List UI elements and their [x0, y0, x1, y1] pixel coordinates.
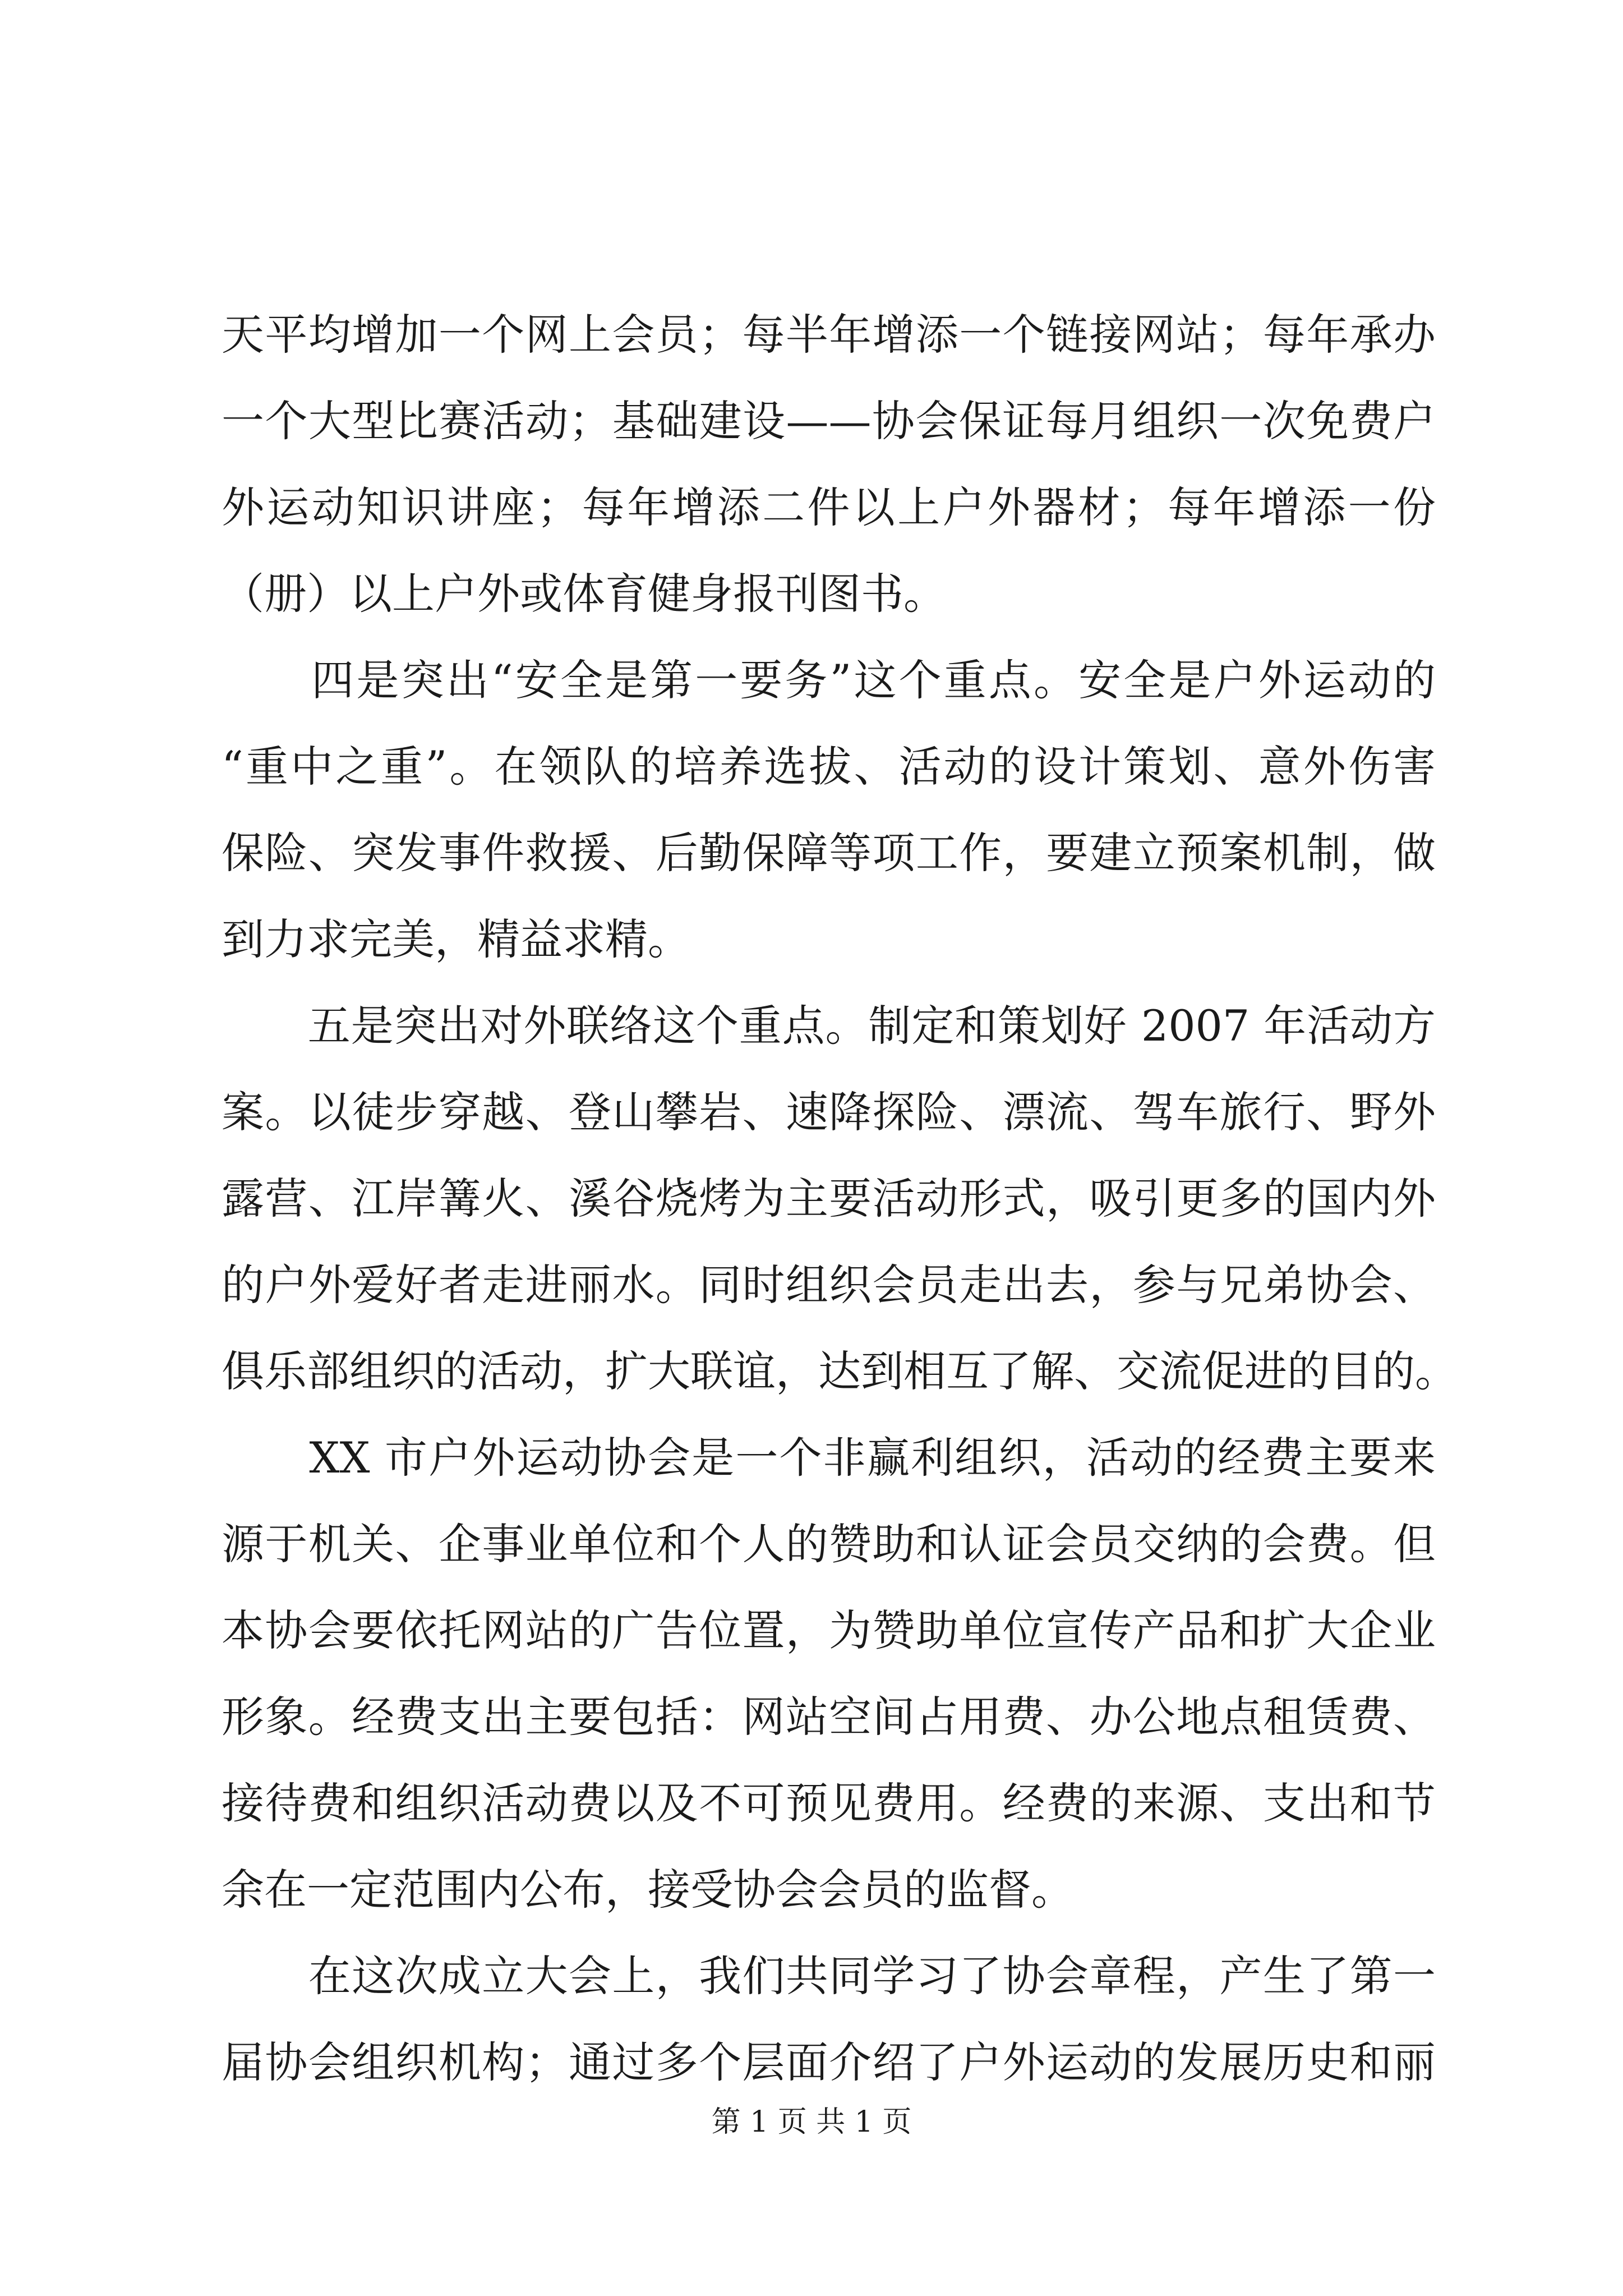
text-line: 源于机关、企事业单位和个人的赞助和认证会员交纳的会费。但 [222, 1519, 1436, 1569]
text-line: 露营、江岸篝火、溪谷烧烤为主要活动形式，吸引更多的国内外 [222, 1174, 1436, 1223]
text-line: XX 市户外运动协会是一个非赢利组织，活动的经费主要来 [222, 1433, 1436, 1483]
text-line: 的户外爱好者走进丽水。同时组织会员走出去，参与兄弟协会、 [222, 1260, 1436, 1310]
text-line: 四是突出“安全是第一要务”这个重点。安全是户外运动的 [222, 655, 1436, 705]
text-line: 一个大型比赛活动；基础建设——协会保证每月组织一次免费户 [222, 396, 1436, 446]
text-line: 届协会组织机构；通过多个层面介绍了户外运动的发展历史和丽 [222, 2037, 1436, 2087]
text-line: “重中之重”。在领队的培养选拔、活动的设计策划、意外伤害 [222, 742, 1436, 792]
text-line: 外运动知识讲座；每年增添二件以上户外器材；每年增添一份 [222, 482, 1436, 532]
text-line: 俱乐部组织的活动，扩大联谊，达到相互了解、交流促进的目的。 [222, 1346, 1458, 1396]
text-line: 余在一定范围内公布，接受协会会员的监督。 [222, 1865, 1074, 1915]
document-body [222, 292, 1458, 2106]
text-line: 案。以徒步穿越、登山攀岩、速降探险、漂流、驾车旅行、野外 [222, 1087, 1436, 1137]
text-line: 五是突出对外联络这个重点。制定和策划好 2007 年活动方 [222, 1001, 1436, 1051]
text-line: （册）以上户外或体育健身报刊图书。 [222, 569, 946, 619]
page-footer: 第 1 页 共 1 页 [711, 2105, 912, 2139]
text-line: 在这次成立大会上，我们共同学习了协会章程，产生了第一 [222, 1951, 1436, 2001]
text-line: 保险、突发事件救援、后勤保障等项工作，要建立预案机制，做 [222, 828, 1436, 878]
text-line: 天平均增加一个网上会员；每半年增添一个链接网站；每年承办 [222, 310, 1436, 360]
text-line: 本协会要依托网站的广告位置，为赞助单位宣传产品和扩大企业 [222, 1605, 1436, 1655]
text-line: 形象。经费支出主要包括：网站空间占用费、办公地点租赁费、 [222, 1692, 1436, 1742]
text-line: 接待费和组织活动费以及不可预见费用。经费的来源、支出和节 [222, 1778, 1436, 1828]
text-line: 到力求完美，精益求精。 [222, 914, 690, 964]
